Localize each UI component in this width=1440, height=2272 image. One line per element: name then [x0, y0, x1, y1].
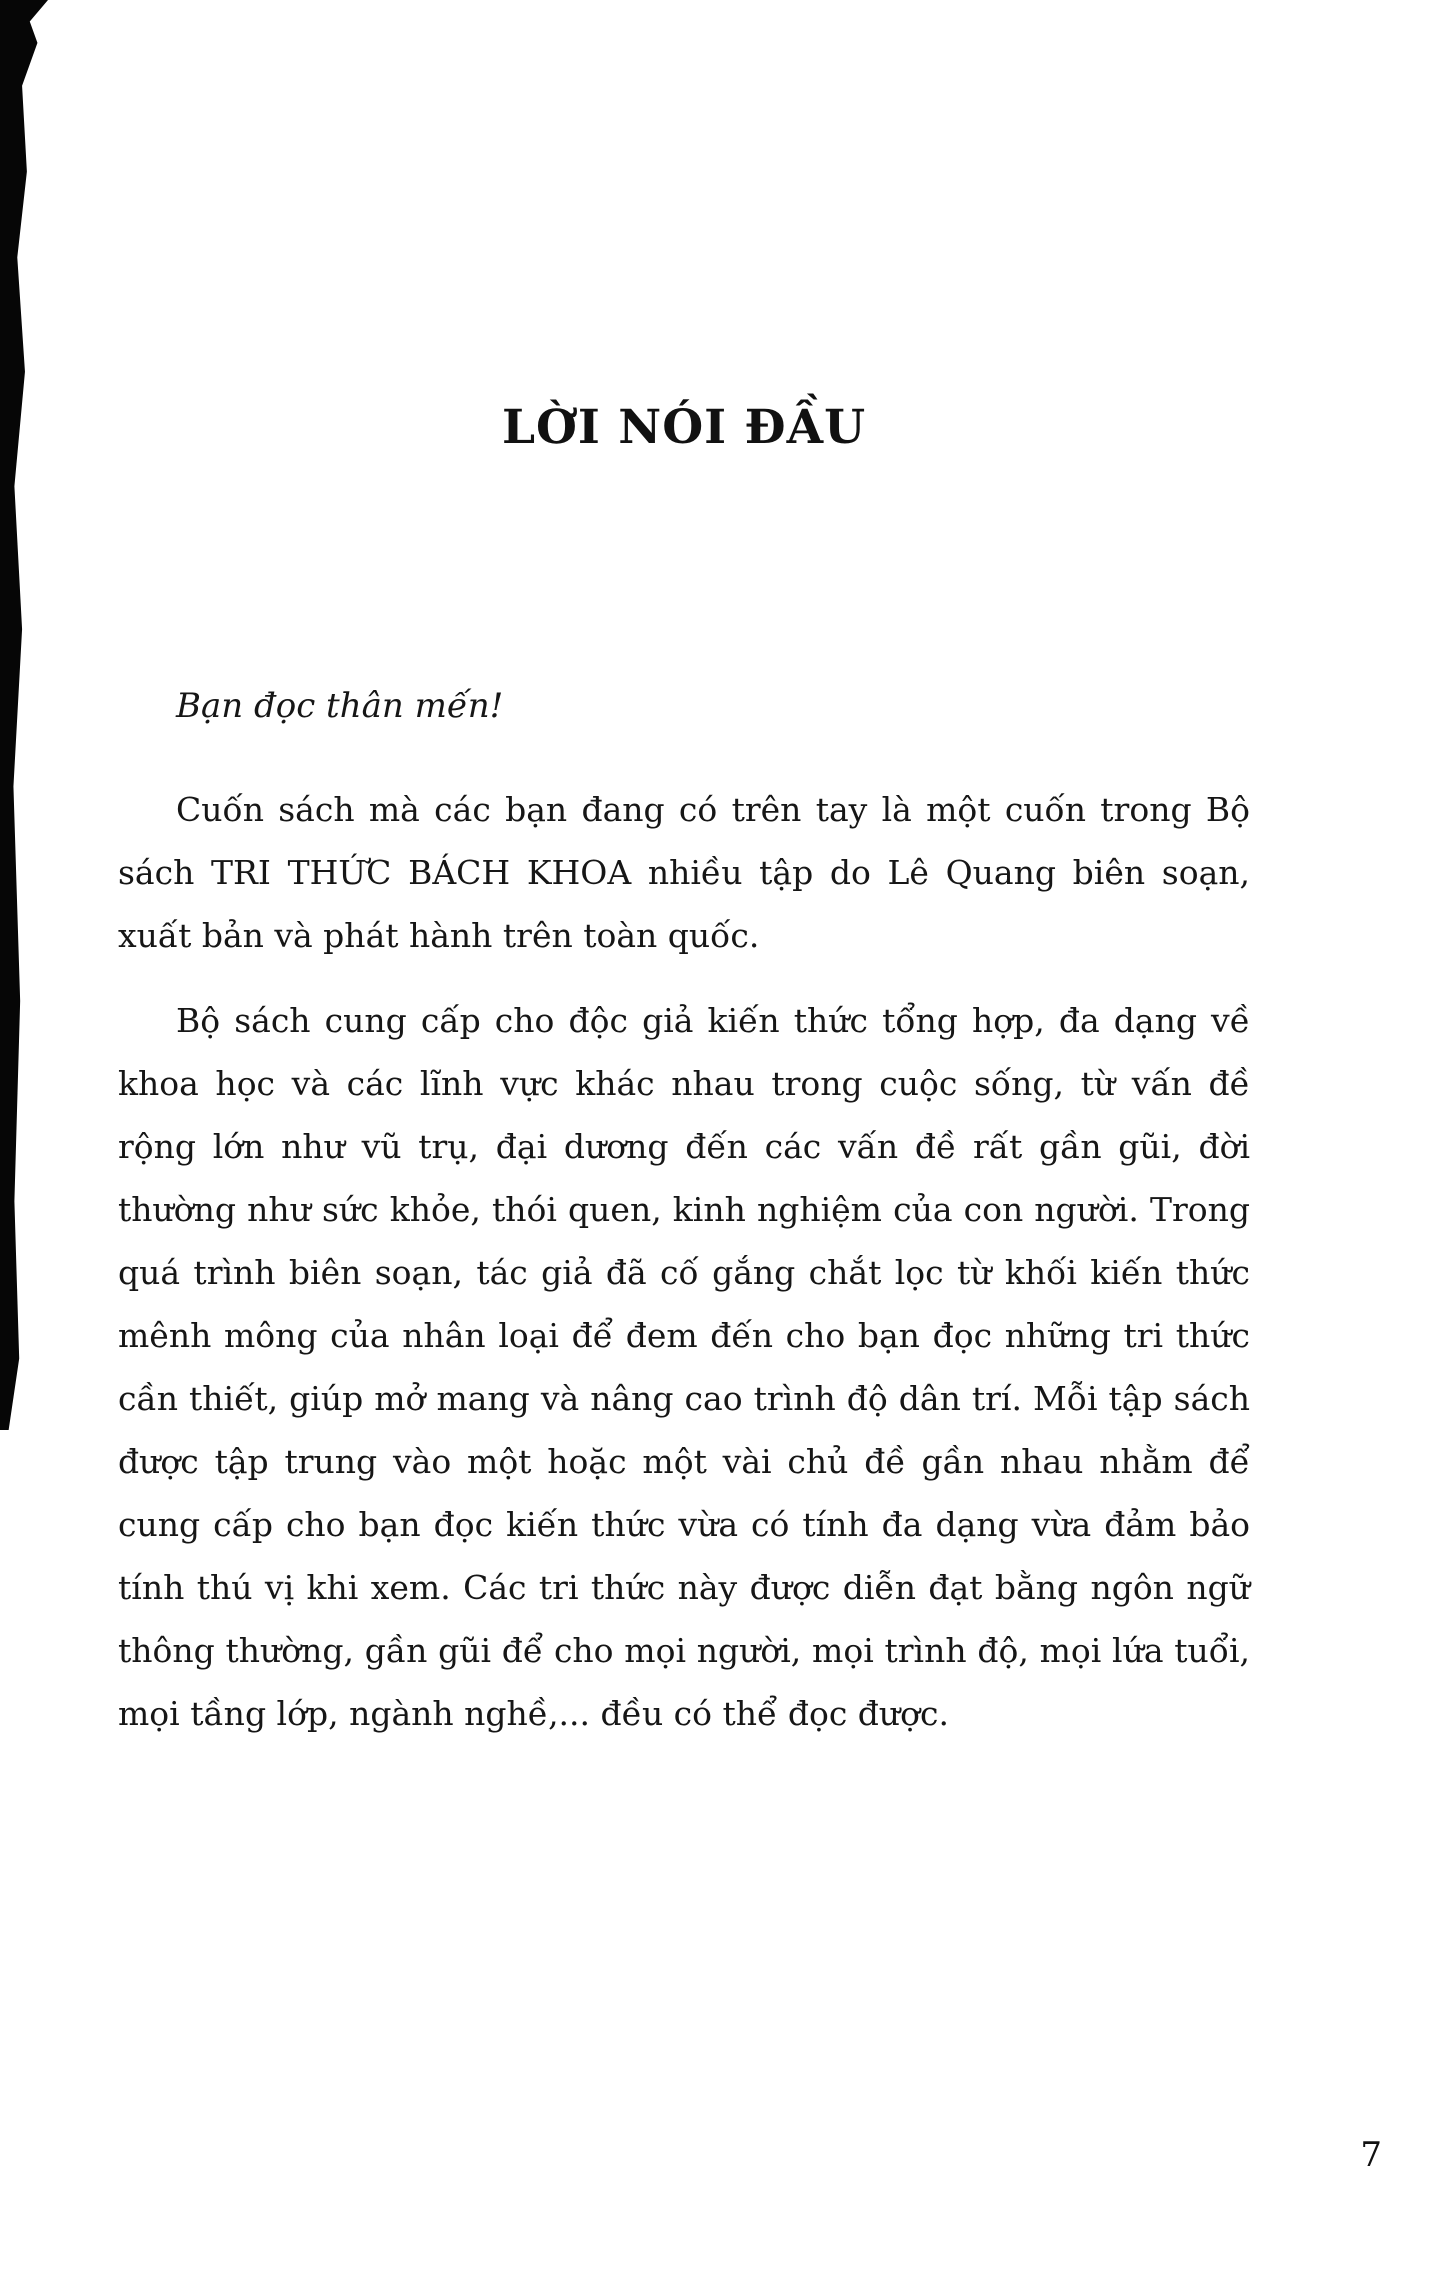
- paragraph-1: Cuốn sách mà các bạn đang có trên tay là một cuốn trong Bộ sách TRI THỨC BÁCH KHOA nhiều tập do Lê Quang biên soạn, xuất bản và phát hành trên toàn quốc.: [118, 790, 1250, 955]
- page-title: LỜI NÓI ĐẦU: [501, 400, 867, 455]
- page-number: 7: [1360, 2135, 1382, 2175]
- scan-artifact-left-edge: [0, 0, 48, 1430]
- salutation-line: Bạn đọc thân mến!: [176, 686, 504, 726]
- paragraph-2: Bộ sách cung cấp cho độc giả kiến thức tổng hợp, đa dạng về khoa học và các lĩnh vực khác nhau trong cuộc sống, từ vấn đề rộng lớn như vũ trụ, đại dương đến các vấn đề rất gần gũi, đời thường như sức khỏe, thói quen, kinh nghiệm của con người. Trong quá trình biên soạn, tác giả đã cố gắng chắt lọc từ khối kiến thức mênh mông của nhân loại để đem đến cho bạn đọc những tri thức cần thiết, giúp mở mang và nâng cao trình độ dân trí. Mỗi tập sách được tập trung vào một hoặc một vài chủ đề gần nhau nhằm để cung cấp cho bạn đọc kiến thức vừa có tính đa dạng vừa đảm bảo tính thú vị khi xem. Các tri thức này được diễn đạt bằng ngôn ngữ thông thường, gần gũi để cho mọi người, mọi trình độ, mọi lứa tuổi, mọi tầng lớp, ngành nghề,... đều có thể đọc được.: [118, 1001, 1250, 1733]
- page-content: [118, 0, 1250, 1745]
